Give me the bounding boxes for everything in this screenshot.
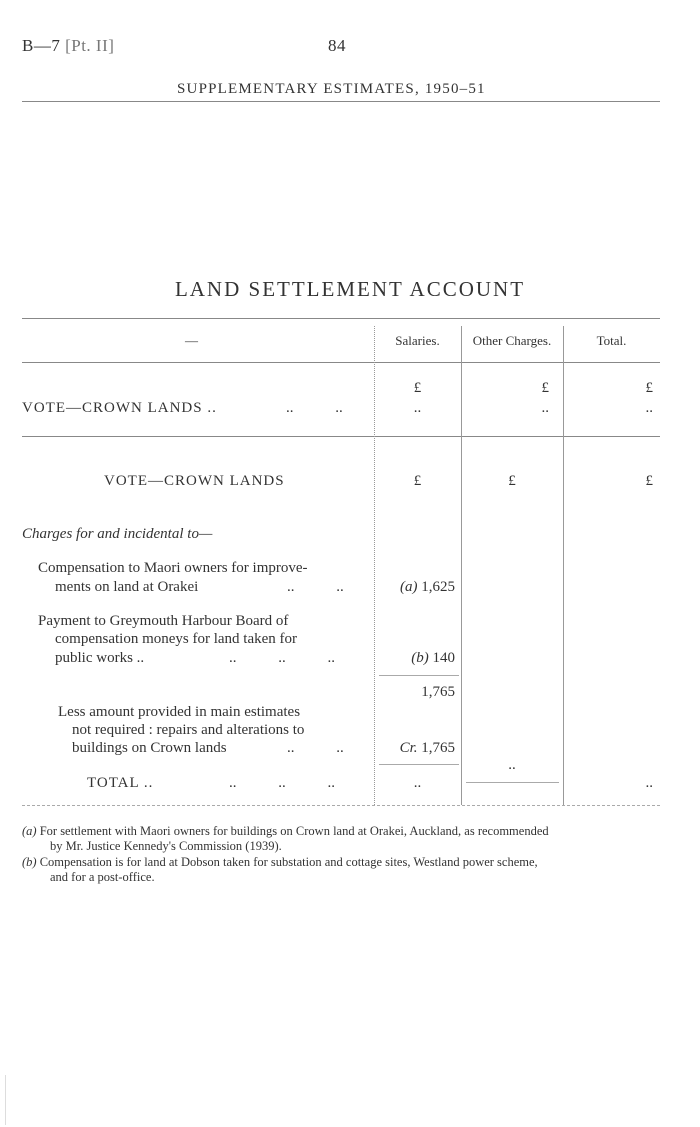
footnote-a	[22, 824, 549, 839]
item2-leaders: .. .. ..	[229, 650, 335, 666]
subtotal-value: 1,765	[421, 684, 455, 700]
summary-currency-other: £	[541, 380, 549, 396]
item2-line2: compensation moneys for land taken for	[55, 631, 298, 647]
item1-amount: 1,625	[421, 579, 455, 595]
column-header-rule	[22, 362, 660, 363]
summary-total-value: ..	[645, 400, 653, 416]
item1-salaries-value	[374, 579, 455, 596]
less-salaries-value	[374, 740, 455, 757]
subtotal-rule	[379, 675, 459, 676]
credit-prefix: Cr.	[399, 740, 418, 756]
summary-rule	[22, 436, 660, 437]
item2-note-marker: (b)	[411, 650, 429, 666]
item1-line1: Compensation to Maori owners for improve-	[38, 560, 308, 576]
total-label: TOTAL ..	[87, 775, 154, 791]
table-title: LAND SETTLEMENT ACCOUNT	[174, 277, 526, 301]
table-top-rule	[22, 318, 660, 319]
less-line2: not required : repairs and alterations to	[72, 722, 305, 738]
col-divider-1	[374, 326, 375, 805]
document-code: B—7 [Pt. II]	[22, 36, 115, 55]
table-bottom-rule	[22, 805, 660, 806]
less-line3: buildings on Crown lands	[72, 740, 227, 756]
summary-currency-salaries: £	[413, 380, 422, 396]
total-total-value: ..	[645, 775, 653, 791]
item1-note-marker: (a)	[400, 579, 418, 595]
footnote-b-line2: and for a post-office.	[50, 870, 155, 884]
detail-currency-salaries: £	[413, 473, 422, 489]
footnote-b	[22, 855, 538, 870]
other-charges-dots: ..	[508, 757, 516, 773]
total-rule-other	[466, 782, 559, 783]
column-header-total: Total.	[596, 333, 627, 348]
item1-line2: ments on land at Orakei	[55, 579, 199, 595]
summary-leaders: .. ..	[286, 400, 343, 416]
column-header-stub: —	[185, 333, 198, 348]
item2-line3: public works ..	[55, 650, 145, 666]
page-number: 84	[328, 36, 346, 55]
footnote-a-line1: For settlement with Maori owners for buildings on Crown land at Orakei, Auckland, as recommended	[39, 824, 549, 838]
detail-currency-total: £	[645, 473, 653, 489]
item1-leaders: .. ..	[287, 579, 344, 595]
col-divider-2	[461, 326, 462, 805]
summary-label: VOTE—CROWN LANDS ..	[22, 400, 217, 416]
column-header-other-charges: Other Charges.	[472, 333, 552, 348]
scan-edge-mark	[5, 1075, 6, 1125]
less-amount: 1,765	[421, 740, 455, 756]
part-label: [Pt. II]	[65, 36, 115, 55]
summary-other-charges-value: ..	[541, 400, 549, 416]
item2-line1: Payment to Greymouth Harbour Board of	[38, 613, 289, 629]
column-header-salaries: Salaries.	[395, 333, 440, 348]
total-rule-salaries-top	[379, 764, 459, 765]
less-line1: Less amount provided in main estimates	[58, 704, 301, 720]
running-title: SUPPLEMENTARY ESTIMATES, 1950–51	[177, 81, 486, 97]
col-divider-3	[563, 326, 564, 805]
footnote-b-marker: (b)	[22, 855, 37, 869]
summary-salaries-value: ..	[413, 400, 422, 416]
footnote-a-line2: by Mr. Justice Kennedy's Commission (1939).	[50, 839, 282, 853]
detail-currency-other: £	[508, 473, 516, 489]
less-leaders: .. ..	[287, 740, 344, 756]
summary-currency-total: £	[645, 380, 653, 396]
footnote-b-line1: Compensation is for land at Dobson taken for substation and cottage sites, Westland power scheme,	[39, 855, 538, 869]
item2-amount: 140	[432, 650, 455, 666]
total-salaries-value: ..	[413, 775, 422, 791]
footnote-a-marker: (a)	[22, 824, 37, 838]
total-leaders: .. .. ..	[229, 775, 335, 791]
section-label: Charges for and incidental to—	[22, 526, 213, 542]
header-rule	[22, 101, 660, 102]
item2-salaries-value	[374, 650, 455, 667]
detail-heading: VOTE—CROWN LANDS	[104, 473, 285, 489]
